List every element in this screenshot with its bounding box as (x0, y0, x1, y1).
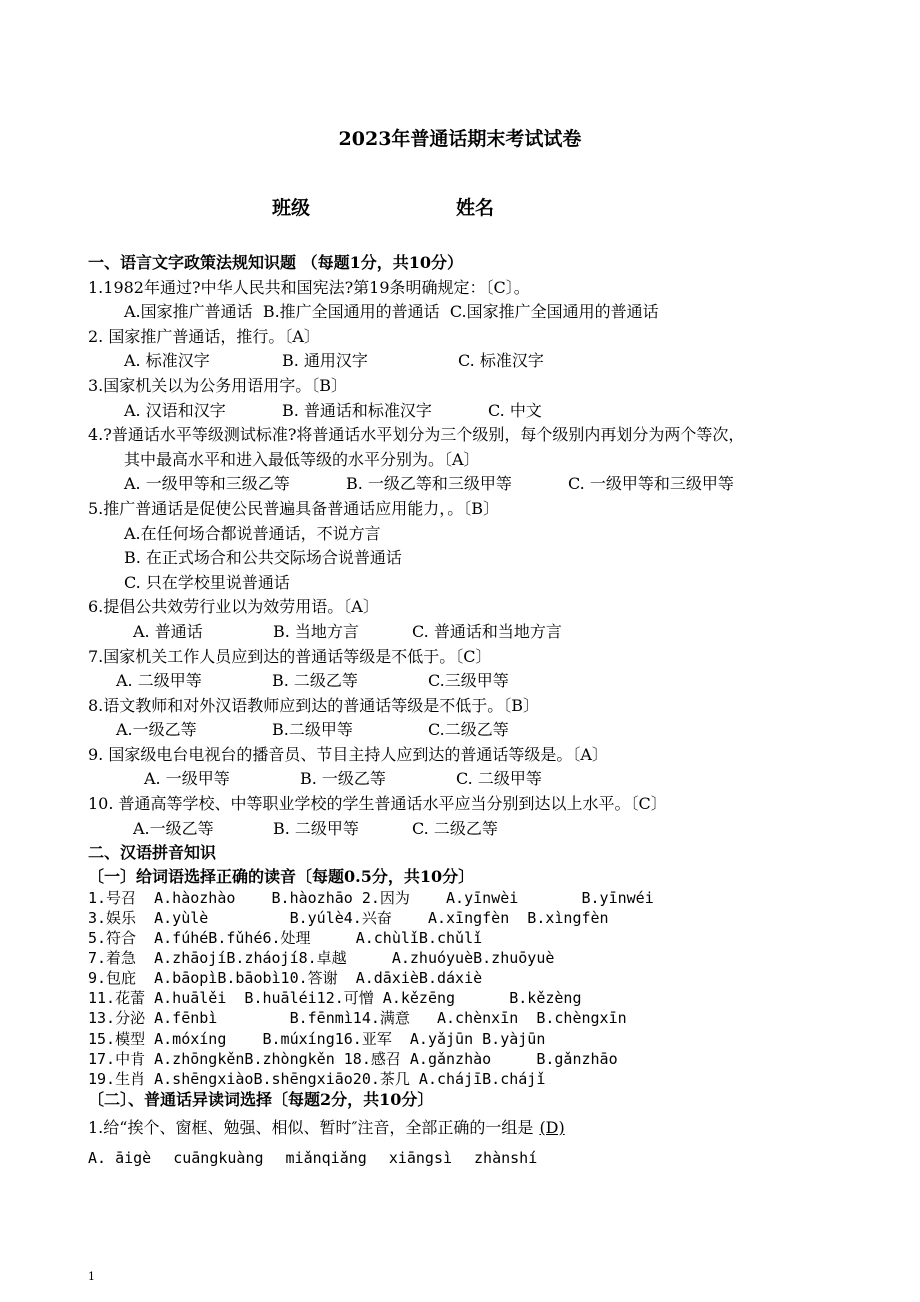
question-9-stem: 9. 国家级电台电视台的播音员、节目主持人应到达的普通话等级是。〔A〕 (88, 744, 608, 764)
question-5-stem: 5.推广普通话是促使公民普遍具备普通话应用能力，。〔B〕 (88, 498, 500, 518)
question-3-stem: 3.国家机关以为公务用语用字。〔B〕 (88, 375, 348, 395)
option-c: C.三级甲等 (428, 671, 509, 691)
question-11-option-a (88, 1144, 888, 1172)
pinyin-row: 3.娱乐 A.yùlè B.yúlè4.兴奋 A.xīngfèn B.xìngfèn (88, 908, 609, 927)
section-2-sub1-heading: 〔一〕给词语选择正确的读音〔每题0.5分，共10分〕 (88, 866, 475, 886)
option-b: B.推广全国通用的普通话 (262, 302, 440, 322)
question-2-options (88, 349, 888, 374)
question-11-stem (88, 1111, 888, 1144)
question-7-stem: 7.国家机关工作人员应到达的普通话等级是不低于。〔C〕 (88, 646, 492, 666)
section-1-heading: 一、语言文字政策法规知识题 （每题1分，共10分） (88, 253, 463, 272)
option-b: B.二级甲等 (272, 720, 353, 740)
question-2-stem: 2. 国家推广普通话，推行。〔A〕 (88, 326, 320, 346)
question-11-answer: (D) (539, 1117, 565, 1137)
option-b: B. 二级乙等 (272, 671, 358, 691)
question-1-options (88, 300, 888, 325)
option-c: C. 普通话和当地方言 (412, 621, 562, 641)
option-c: C.二级乙等 (428, 720, 509, 740)
option-b: B. 二级甲等 (273, 818, 359, 838)
option-b: B. 通用汉字 (282, 351, 368, 371)
option-a: A. 一级甲等和三级乙等 (124, 474, 290, 494)
question-10-options (88, 817, 888, 842)
pinyin-word: xiāngsì (388, 1148, 453, 1167)
exam-content (88, 251, 888, 1172)
option-c: C. 标准汉字 (458, 351, 544, 371)
section-2-sub2-heading: 〔二〕、普通话异读词选择〔每题2分，共10分〕 (88, 1089, 434, 1109)
question-6-options (88, 620, 888, 645)
question-7-options (88, 669, 888, 694)
option-c: C. 一级甲等和三级甲等 (568, 474, 734, 494)
question-5-option-b: B. 在正式场合和公共交际场合说普通话 (124, 548, 402, 568)
pinyin-row: 9.包庇 A.bāopìB.bāobì10.答谢 A.dāxièB.dáxiè (88, 969, 483, 988)
pinyin-row: 7.着急 A.zhāojíB.zháojí8.卓越 A.zhuóyuèB.zhuōyuè (88, 949, 555, 968)
pinyin-question-list (88, 888, 888, 1089)
question-5-option-a: A.在任何场合都说普通话，不说方言 (124, 523, 381, 543)
question-6-stem: 6.提倡公共效劳行业以为效劳用语。〔A〕 (88, 597, 379, 617)
pinyin-word: A. āigè (88, 1148, 152, 1167)
exam-title: 2023年普通话期末考试试卷 (338, 128, 582, 150)
option-a: A. 普通话 (133, 621, 203, 641)
question-4-options (88, 472, 888, 497)
option-c: C. 二级甲等 (456, 769, 542, 789)
option-a: A. 标准汉字 (124, 351, 210, 371)
option-b: B. 一级乙等 (300, 769, 386, 789)
question-8-stem: 8.语文教师和对外汉语教师应到达的普通话等级是不低于。〔B〕 (88, 695, 540, 715)
question-5-option-c: C. 只在学校里说普通话 (124, 572, 290, 592)
pinyin-row: 11.花蕾 A.huālěi B.huāléi12.可憎 A.kězēng B.kězèng (88, 989, 582, 1008)
class-label: 班级 (272, 197, 311, 219)
pinyin-row: 1.号召 A.hàozhào B.hàozhāo 2.因为 A.yīnwèi B.yīnwéi (88, 888, 654, 907)
pinyin-row: 15.模型 A.móxíng B.múxíng16.亚军 A.yǎjūn B.yàjūn (88, 1029, 546, 1048)
option-a: A. 汉语和汉字 (124, 400, 226, 420)
pinyin-row: 13.分泌 A.fēnbì B.fēnmì14.满意 A.chènxīn B.chèngxīn (88, 1009, 627, 1028)
pinyin-row: 19.生肖 A.shēngxiàoB.shēngxiāo20.茶几 A.chájīB.chájǐ (88, 1069, 546, 1088)
option-a: A.一级乙等 (116, 720, 197, 740)
question-8-options (88, 718, 888, 743)
option-b: B. 当地方言 (273, 621, 359, 641)
pinyin-word: zhànshí (474, 1148, 538, 1167)
question-10-stem: 10. 普通高等学校、中等职业学校的学生普通话水平应当分别到达以上水平。〔C〕 (88, 794, 667, 814)
question-9-options (88, 767, 888, 792)
question-3-options (88, 399, 888, 424)
option-a: A. 二级甲等 (116, 671, 202, 691)
option-c: C. 中文 (488, 400, 542, 420)
option-c: C.国家推广全国通用的普通话 (449, 302, 659, 322)
option-b: B. 普通话和标准汉字 (282, 400, 432, 420)
pinyin-row: 5.符合 A.fúhéB.fǔhé6.处理 A.chùlǐB.chǔlǐ (88, 929, 483, 948)
question-1-stem: 1.1982年通过?中华人民共和国宪法?第19条明确规定：〔C〕。 (88, 277, 530, 297)
option-c: C. 二级乙等 (412, 818, 498, 838)
section-2-heading: 二、汉语拼音知识 (88, 843, 217, 863)
option-a: A.一级乙等 (133, 818, 214, 838)
option-b: B. 一级乙等和三级甲等 (346, 474, 512, 494)
name-label: 姓名 (456, 197, 495, 219)
pinyin-row: 17.中肯 A.zhōngkěnB.zhòngkěn 18.感召 A.gǎnzhào B.gǎnzhāo (88, 1049, 618, 1068)
option-a: A. 一级甲等 (144, 769, 230, 789)
pinyin-word: miǎnqiǎng (285, 1148, 367, 1167)
question-4-stem-cont: 其中最高水平和进入最低等级的水平分别为。〔A〕 (124, 449, 480, 469)
question-4-stem: 4.?普通话水平等级测试标准?将普通话水平划分为三个级别，每个级别内再划分为两个等次， (88, 425, 745, 445)
page-number: 1 (88, 1270, 95, 1283)
option-a: A.国家推广普通话 (124, 302, 253, 322)
question-11-text: 1.给“挨个、窗框、勉强、相似、暂时″注音，全部正确的一组是 (88, 1117, 534, 1137)
pinyin-word: cuāngkuàng (173, 1148, 264, 1167)
